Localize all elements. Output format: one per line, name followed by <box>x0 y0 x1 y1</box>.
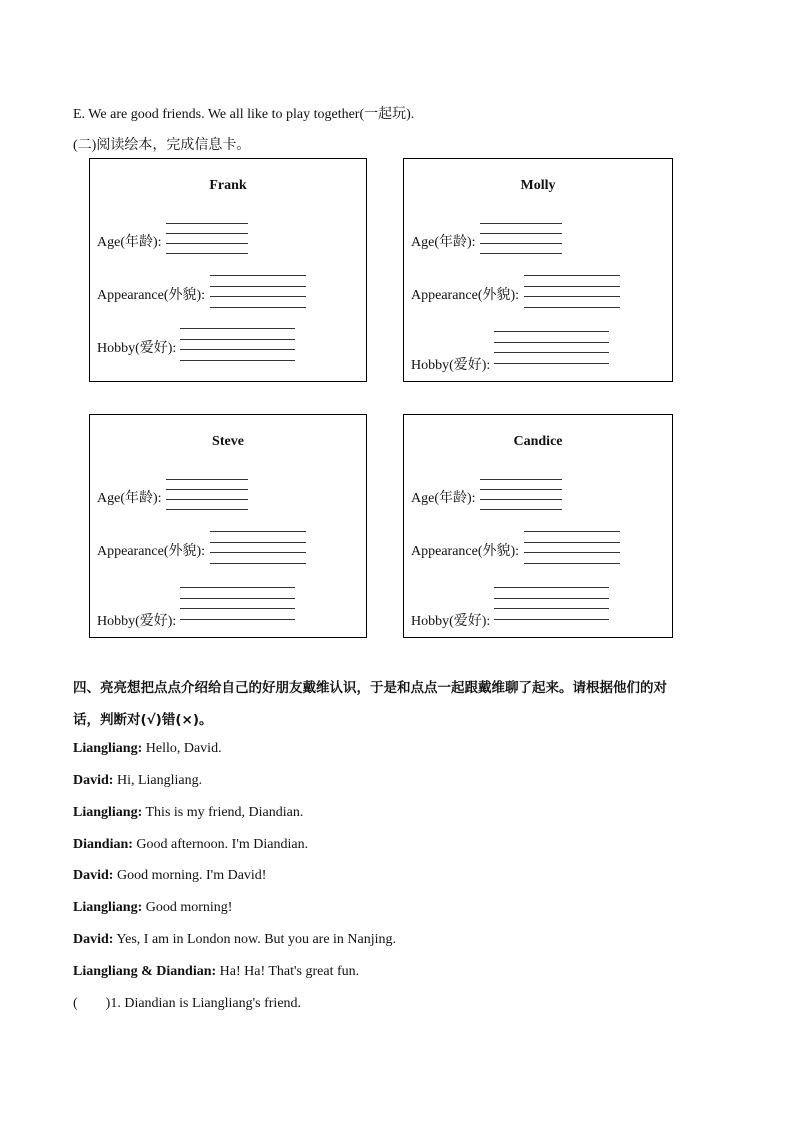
age-line <box>166 479 248 480</box>
age-label: Age(年龄): <box>411 235 476 250</box>
utterance: Yes, I am in London now. But you are in Nanjing. <box>113 932 397 947</box>
speaker: Liangliang: <box>73 741 143 756</box>
info-card-candice <box>403 414 673 638</box>
age-line <box>480 223 562 224</box>
hobby-line <box>494 352 609 353</box>
appearance-label: Appearance(外貌): <box>97 544 206 559</box>
card-name: Candice <box>513 434 563 449</box>
age-line <box>166 509 248 510</box>
age-line <box>480 479 562 480</box>
appearance-line <box>524 531 620 532</box>
hobby-label: Hobby(爱好): <box>97 614 177 629</box>
appearance-line <box>210 563 306 564</box>
utterance: Good morning. I'm David! <box>113 868 267 883</box>
info-card-molly <box>403 158 673 382</box>
info-card-steve <box>89 414 367 638</box>
utterance: Good morning! <box>142 900 233 915</box>
utterance: Good afternoon. I'm Diandian. <box>132 837 309 852</box>
appearance-label: Appearance(外貌): <box>97 288 206 303</box>
intro-line: E. We are good friends. We all like to play together(一起玩). <box>73 107 415 122</box>
appearance-line <box>524 542 620 543</box>
utterance: Ha! Ha! That's great fun. <box>216 964 360 979</box>
speaker: David: <box>73 773 114 788</box>
hobby-label: Hobby(爱好): <box>411 614 491 629</box>
age-line <box>480 233 562 234</box>
question-1 <box>73 996 301 1012</box>
age-line <box>166 489 248 490</box>
age-line <box>166 233 248 234</box>
age-line <box>480 499 562 500</box>
age-line <box>166 499 248 500</box>
dialogue-line <box>73 868 266 884</box>
speaker: David: <box>73 868 114 883</box>
answer-blank[interactable]: ( ) <box>73 996 111 1011</box>
dialogue-line <box>73 805 303 821</box>
appearance-line <box>210 307 306 308</box>
hobby-line <box>180 360 295 361</box>
age-line <box>480 489 562 490</box>
card-name: Steve <box>212 434 244 449</box>
appearance-line <box>210 552 306 553</box>
section-2-title: (二)阅读绘本，完成信息卡。 <box>73 138 251 153</box>
speaker: Liangliang: <box>73 805 143 820</box>
hobby-line <box>180 339 295 340</box>
card-name: Frank <box>209 178 247 193</box>
age-label: Age(年龄): <box>411 491 476 506</box>
hobby-line <box>180 349 295 350</box>
appearance-line <box>210 542 306 543</box>
hobby-label: Hobby(爱好): <box>411 358 491 373</box>
dialogue-line <box>73 773 202 789</box>
appearance-label: Appearance(外貌): <box>411 544 520 559</box>
hobby-line <box>180 619 295 620</box>
age-line <box>166 223 248 224</box>
appearance-line <box>210 296 306 297</box>
info-card-frank <box>89 158 367 382</box>
age-line <box>166 243 248 244</box>
appearance-line <box>210 531 306 532</box>
hobby-line <box>494 342 609 343</box>
age-line <box>480 243 562 244</box>
age-line <box>480 253 562 254</box>
utterance: This is my friend, Diandian. <box>142 805 304 820</box>
appearance-line <box>524 307 620 308</box>
dialogue-line <box>73 741 222 757</box>
utterance: Hello, David. <box>142 741 222 756</box>
age-label: Age(年龄): <box>97 491 162 506</box>
appearance-line <box>524 563 620 564</box>
hobby-line <box>494 619 609 620</box>
speaker: David: <box>73 932 114 947</box>
hobby-label: Hobby(爱好): <box>97 341 177 356</box>
hobby-line <box>180 598 295 599</box>
hobby-line <box>494 587 609 588</box>
hobby-line <box>494 331 609 332</box>
hobby-line <box>180 328 295 329</box>
speaker: Liangliang & Diandian: <box>73 964 217 979</box>
speaker: Diandian: <box>73 837 133 852</box>
hobby-line <box>180 587 295 588</box>
card-name: Molly <box>520 178 556 193</box>
age-label: Age(年龄): <box>97 235 162 250</box>
utterance: Hi, Liangliang. <box>113 773 203 788</box>
appearance-line <box>524 286 620 287</box>
appearance-line <box>524 275 620 276</box>
appearance-label: Appearance(外貌): <box>411 288 520 303</box>
question-text: 1. Diandian is Liangliang's friend. <box>110 996 302 1011</box>
section-4-title-line1: 四、亮亮想把点点介绍给自己的好朋友戴维认识，于是和点点一起跟戴维聊了起来。请根据他们的对 <box>73 680 667 696</box>
hobby-line <box>494 608 609 609</box>
age-line <box>166 253 248 254</box>
hobby-line <box>494 598 609 599</box>
dialogue-line <box>73 932 396 948</box>
dialogue-line <box>73 964 359 980</box>
section-4-title-line2: 话，判断对(√)错(×)。 <box>73 712 213 728</box>
hobby-line <box>494 363 609 364</box>
appearance-line <box>210 275 306 276</box>
speaker: Liangliang: <box>73 900 143 915</box>
appearance-line <box>210 286 306 287</box>
age-line <box>480 509 562 510</box>
appearance-line <box>524 296 620 297</box>
dialogue-line <box>73 900 232 916</box>
dialogue-line <box>73 837 308 853</box>
hobby-line <box>180 608 295 609</box>
appearance-line <box>524 552 620 553</box>
